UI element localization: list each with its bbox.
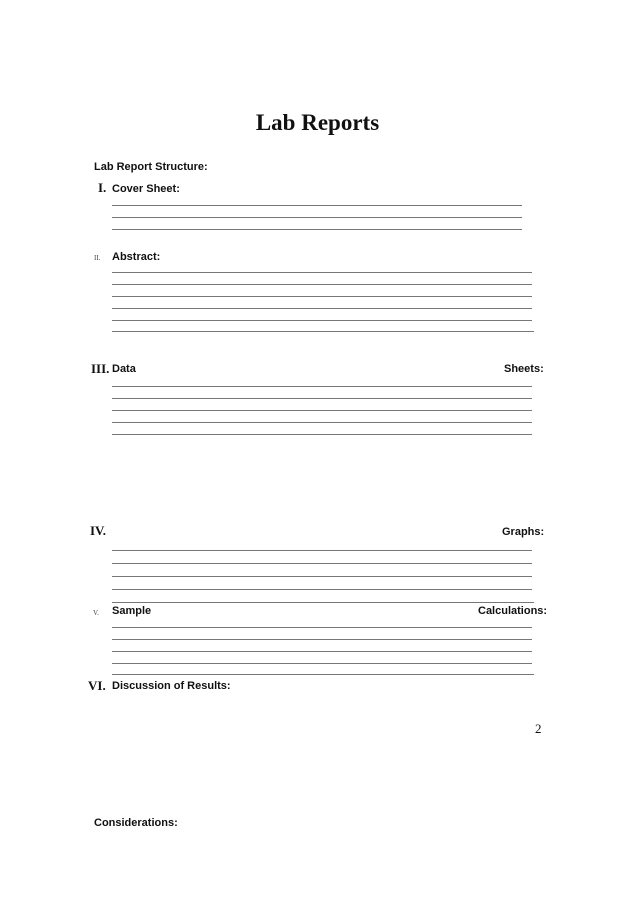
writing-line: [112, 308, 532, 309]
section-numeral-6: VI.: [88, 678, 106, 693]
writing-line: [112, 386, 532, 387]
writing-line: [112, 576, 532, 577]
section-label-sample: Sample: [112, 605, 152, 617]
section-numeral-5: V.: [93, 609, 99, 617]
writing-line: [112, 651, 532, 652]
considerations-heading: Considerations:: [94, 817, 178, 829]
structure-heading: Lab Report Structure:: [94, 161, 208, 173]
writing-line: [112, 639, 532, 640]
writing-line: [112, 589, 532, 590]
page-title: Lab Reports: [255, 110, 380, 135]
writing-line: [112, 229, 522, 230]
writing-line: [112, 563, 532, 564]
writing-line: [112, 422, 532, 423]
writing-line: [112, 674, 534, 675]
section-label-calculations: Calculations:: [478, 605, 548, 617]
page-number: 2: [535, 721, 542, 736]
writing-line: [112, 410, 532, 411]
section-label-abstract: Abstract:: [112, 251, 161, 263]
writing-line: [112, 434, 532, 435]
writing-line: [112, 284, 532, 285]
section-label-cover-sheet: Cover Sheet:: [112, 183, 180, 195]
section-numeral-3: III.: [91, 361, 110, 376]
writing-line: [112, 331, 534, 332]
writing-line: [112, 320, 532, 321]
writing-line: [112, 398, 532, 399]
section-numeral-4: IV.: [90, 523, 107, 538]
section-label-graphs: Graphs:: [502, 526, 545, 538]
writing-line: [112, 602, 534, 603]
section-label-sheets: Sheets:: [504, 363, 544, 375]
section-numeral-2: II.: [94, 254, 101, 262]
section-label-data: Data: [112, 363, 136, 375]
section-label-discussion: Discussion of Results:: [112, 680, 231, 692]
writing-line: [112, 663, 532, 664]
section-numeral-1: I.: [98, 180, 107, 195]
writing-line: [112, 217, 522, 218]
writing-line: [112, 627, 532, 628]
writing-line: [112, 272, 532, 273]
writing-line: [112, 296, 532, 297]
writing-line: [112, 550, 532, 551]
writing-line: [112, 205, 522, 206]
